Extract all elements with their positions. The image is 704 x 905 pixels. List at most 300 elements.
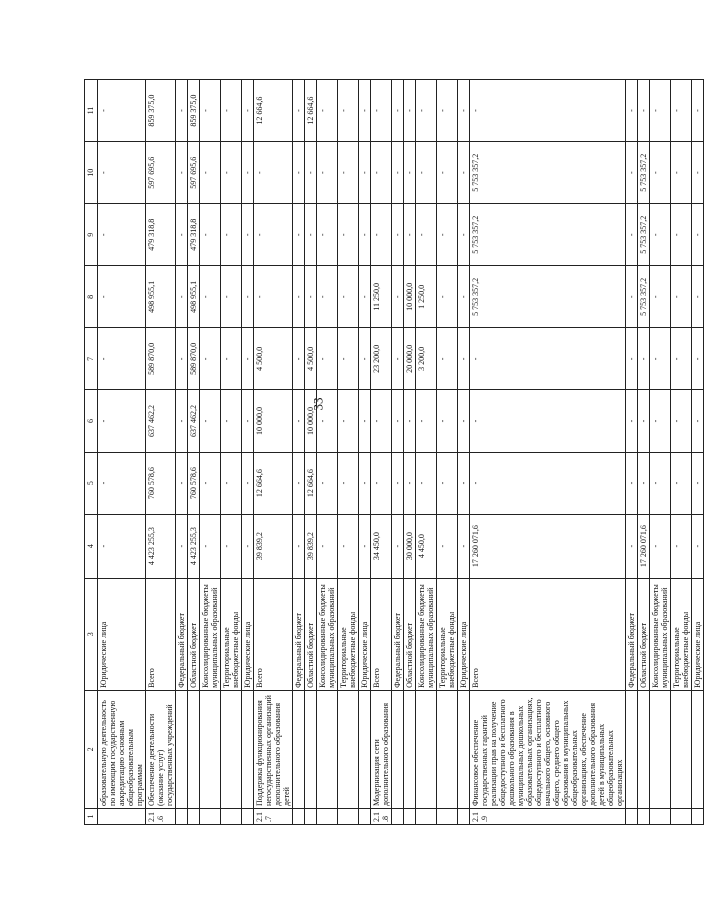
value-cell: - xyxy=(392,142,404,204)
value-cell: 589 870,0 xyxy=(188,328,200,390)
value-cell: - xyxy=(176,452,188,514)
funding-source-cell: Консолидированные бюджеты муниципальных образований xyxy=(416,578,437,690)
funding-source-cell: Федеральный бюджет xyxy=(293,578,305,690)
value-cell: 637 462,2 xyxy=(146,390,176,452)
value-cell: 5 753 357,2 xyxy=(638,142,650,204)
value-cell: - xyxy=(692,80,704,142)
table-row xyxy=(371,80,392,825)
rotated-table-wrapper xyxy=(84,79,702,825)
funding-source-cell: Юридические лица xyxy=(242,578,254,690)
value-cell: 4 423 255,3 xyxy=(188,514,200,578)
value-cell: 760 578,6 xyxy=(146,452,176,514)
value-cell: - xyxy=(254,204,293,266)
funding-source-cell: Юридические лица xyxy=(359,578,371,690)
column-header-1: 1 xyxy=(85,808,98,824)
table-row xyxy=(176,80,188,825)
value-cell: 4 500,0 xyxy=(305,328,317,390)
row-code-cell xyxy=(98,808,146,824)
value-cell: - xyxy=(200,328,221,390)
value-cell: - xyxy=(626,452,638,514)
value-cell: - xyxy=(242,514,254,578)
value-cell: - xyxy=(392,80,404,142)
row-name-cell xyxy=(650,690,671,808)
value-cell: - xyxy=(671,452,692,514)
value-cell: - xyxy=(392,390,404,452)
value-cell: - xyxy=(359,514,371,578)
value-cell: 10 000,0 xyxy=(254,390,293,452)
value-cell: - xyxy=(392,266,404,328)
value-cell: 1 250,0 xyxy=(416,266,437,328)
value-cell: - xyxy=(242,204,254,266)
row-name-cell xyxy=(359,690,371,808)
row-code-cell xyxy=(650,808,671,824)
value-cell: - xyxy=(200,514,221,578)
value-cell: - xyxy=(404,390,416,452)
value-cell: 5 753 357,2 xyxy=(638,266,650,328)
value-cell: - xyxy=(458,390,470,452)
row-code-cell: 2.1.6 xyxy=(146,808,176,824)
row-code-cell xyxy=(359,808,371,824)
value-cell: - xyxy=(242,390,254,452)
value-cell: 10 000,0 xyxy=(404,266,416,328)
value-cell: - xyxy=(293,266,305,328)
row-name-cell xyxy=(317,690,338,808)
row-code-cell xyxy=(458,808,470,824)
value-cell: - xyxy=(650,142,671,204)
value-cell: - xyxy=(200,390,221,452)
value-cell: - xyxy=(692,266,704,328)
value-cell: - xyxy=(359,266,371,328)
value-cell: - xyxy=(437,514,458,578)
row-code-cell xyxy=(404,808,416,824)
row-code-cell xyxy=(317,808,338,824)
table-row xyxy=(188,80,200,825)
value-cell: - xyxy=(404,452,416,514)
value-cell: - xyxy=(293,514,305,578)
funding-source-cell: Юридические лица xyxy=(692,578,704,690)
value-cell: - xyxy=(242,142,254,204)
row-name-cell xyxy=(200,690,221,808)
funding-source-cell: Федеральный бюджет xyxy=(176,578,188,690)
value-cell: - xyxy=(176,390,188,452)
value-cell: - xyxy=(98,266,146,328)
row-code-cell xyxy=(626,808,638,824)
value-cell: - xyxy=(200,452,221,514)
value-cell: - xyxy=(692,514,704,578)
value-cell: - xyxy=(650,204,671,266)
funding-source-cell: Федеральный бюджет xyxy=(626,578,638,690)
table-row xyxy=(200,80,221,825)
row-name-cell: Модернизация сети дополнительного образования xyxy=(371,690,392,808)
funding-source-cell: Всего xyxy=(254,578,293,690)
budget-table xyxy=(84,79,704,825)
value-cell: - xyxy=(371,204,392,266)
value-cell: - xyxy=(638,390,650,452)
value-cell: 34 450,0 xyxy=(371,514,392,578)
table-row xyxy=(338,80,359,825)
value-cell: - xyxy=(293,452,305,514)
value-cell: - xyxy=(305,142,317,204)
value-cell: - xyxy=(626,204,638,266)
value-cell: - xyxy=(221,390,242,452)
value-cell: 498 955,1 xyxy=(146,266,176,328)
value-cell: - xyxy=(338,452,359,514)
funding-source-cell: Территориальные внебюджетные фонды xyxy=(437,578,458,690)
value-cell: - xyxy=(176,80,188,142)
value-cell: - xyxy=(176,514,188,578)
value-cell: - xyxy=(626,266,638,328)
value-cell: 479 318,8 xyxy=(146,204,176,266)
value-cell: - xyxy=(458,204,470,266)
value-cell: - xyxy=(359,452,371,514)
row-code-cell xyxy=(221,808,242,824)
value-cell: 859 375,0 xyxy=(188,80,200,142)
value-cell: - xyxy=(626,328,638,390)
value-cell: - xyxy=(254,266,293,328)
value-cell: - xyxy=(242,266,254,328)
row-name-cell xyxy=(176,690,188,808)
value-cell: - xyxy=(338,390,359,452)
value-cell: 17 260 071,6 xyxy=(638,514,650,578)
value-cell: - xyxy=(650,328,671,390)
value-cell: - xyxy=(98,142,146,204)
column-header-10: 10 xyxy=(85,142,98,204)
value-cell: - xyxy=(650,266,671,328)
value-cell: - xyxy=(638,80,650,142)
value-cell: 3 200,0 xyxy=(416,328,437,390)
value-cell: - xyxy=(317,328,338,390)
funding-source-cell: Территориальные внебюджетные фонды xyxy=(221,578,242,690)
value-cell: - xyxy=(437,204,458,266)
table-row xyxy=(317,80,338,825)
funding-source-cell: Территориальные внебюджетные фонды xyxy=(338,578,359,690)
value-cell: - xyxy=(458,328,470,390)
value-cell: - xyxy=(98,390,146,452)
row-name-cell xyxy=(404,690,416,808)
value-cell: - xyxy=(98,452,146,514)
value-cell: - xyxy=(293,390,305,452)
table-row xyxy=(254,80,293,825)
row-name-cell xyxy=(305,690,317,808)
value-cell: - xyxy=(458,514,470,578)
value-cell: - xyxy=(305,204,317,266)
funding-source-cell: Территориальные внебюджетные фонды xyxy=(671,578,692,690)
funding-source-cell: Всего xyxy=(470,578,626,690)
value-cell: - xyxy=(305,266,317,328)
value-cell: - xyxy=(317,514,338,578)
value-cell: - xyxy=(692,452,704,514)
row-name-cell: Поддержка функционирования негосударственных организаций дополнительного образования детей xyxy=(254,690,293,808)
table-row xyxy=(305,80,317,825)
value-cell: - xyxy=(626,142,638,204)
value-cell: - xyxy=(98,328,146,390)
row-name-cell xyxy=(437,690,458,808)
value-cell: 4 423 255,3 xyxy=(146,514,176,578)
value-cell: - xyxy=(293,328,305,390)
value-cell: - xyxy=(254,142,293,204)
value-cell: - xyxy=(392,514,404,578)
table-row xyxy=(692,80,704,825)
value-cell: 10 000,0 xyxy=(305,390,317,452)
row-code-cell xyxy=(392,808,404,824)
table-row xyxy=(650,80,671,825)
value-cell: - xyxy=(176,142,188,204)
value-cell: - xyxy=(338,266,359,328)
table-row xyxy=(470,80,626,825)
funding-source-cell: Областной бюджет xyxy=(188,578,200,690)
row-name-cell xyxy=(692,690,704,808)
value-cell: - xyxy=(293,80,305,142)
value-cell: - xyxy=(671,514,692,578)
row-code-cell xyxy=(293,808,305,824)
value-cell: - xyxy=(392,452,404,514)
value-cell: - xyxy=(671,142,692,204)
value-cell: - xyxy=(650,452,671,514)
value-cell: - xyxy=(98,204,146,266)
value-cell: 39 839,2 xyxy=(254,514,293,578)
value-cell: 17 260 071,6 xyxy=(470,514,626,578)
row-code-cell: 2.1.7 xyxy=(254,808,293,824)
value-cell: - xyxy=(650,80,671,142)
value-cell: - xyxy=(317,266,338,328)
value-cell: 859 375,0 xyxy=(146,80,176,142)
value-cell: 498 955,1 xyxy=(188,266,200,328)
value-cell: - xyxy=(650,514,671,578)
row-name-cell: Финансовое обеспечение государственных гарантий реализации прав на получение общедоступного и бесплатного дошкольного образования в муниципальных дошкольных образовательных организациях, общедоступного и бесплатного начального общего, основного общего, среднего общего образования в муниципальных общеобразовательных организациях, обеспечение дополнительного образования детей в муниципальных общеобразовательных организациях xyxy=(470,690,626,808)
value-cell: - xyxy=(416,142,437,204)
value-cell: 12 664,6 xyxy=(254,80,293,142)
value-cell: 5 753 357,2 xyxy=(470,142,626,204)
value-cell: - xyxy=(338,204,359,266)
value-cell: - xyxy=(317,142,338,204)
value-cell: 597 695,6 xyxy=(188,142,200,204)
value-cell: 4 450,0 xyxy=(416,514,437,578)
row-name-cell xyxy=(221,690,242,808)
value-cell: - xyxy=(98,80,146,142)
value-cell: - xyxy=(371,452,392,514)
row-code-cell xyxy=(692,808,704,824)
value-cell: - xyxy=(221,514,242,578)
value-cell: 39 839,2 xyxy=(305,514,317,578)
value-cell: - xyxy=(359,328,371,390)
value-cell: 5 753 357,2 xyxy=(470,204,626,266)
funding-source-cell: Федеральный бюджет xyxy=(392,578,404,690)
value-cell: - xyxy=(221,266,242,328)
value-cell: - xyxy=(371,390,392,452)
row-name-cell xyxy=(638,690,650,808)
table-row xyxy=(626,80,638,825)
table-row xyxy=(416,80,437,825)
row-name-cell xyxy=(671,690,692,808)
value-cell: - xyxy=(242,452,254,514)
table-row xyxy=(638,80,650,825)
value-cell: - xyxy=(359,390,371,452)
funding-source-cell: Областной бюджет xyxy=(305,578,317,690)
table-row xyxy=(392,80,404,825)
table-row xyxy=(98,80,146,825)
value-cell: - xyxy=(458,452,470,514)
value-cell: - xyxy=(371,80,392,142)
value-cell: - xyxy=(293,204,305,266)
row-name-cell xyxy=(458,690,470,808)
value-cell: - xyxy=(671,390,692,452)
value-cell: - xyxy=(692,204,704,266)
value-cell: - xyxy=(221,204,242,266)
row-name-cell xyxy=(392,690,404,808)
value-cell: 5 753 357,2 xyxy=(638,204,650,266)
value-cell: - xyxy=(437,266,458,328)
value-cell: 479 318,8 xyxy=(188,204,200,266)
value-cell: 760 578,6 xyxy=(188,452,200,514)
column-header-5: 5 xyxy=(85,452,98,514)
value-cell: - xyxy=(221,80,242,142)
value-cell: - xyxy=(317,452,338,514)
value-cell: - xyxy=(470,452,626,514)
row-code-cell xyxy=(176,808,188,824)
value-cell: - xyxy=(338,514,359,578)
value-cell: - xyxy=(221,452,242,514)
column-header-8: 8 xyxy=(85,266,98,328)
value-cell: - xyxy=(671,204,692,266)
value-cell: - xyxy=(317,80,338,142)
row-name-cell xyxy=(293,690,305,808)
value-cell: - xyxy=(626,390,638,452)
row-code-cell: 2.1.9 xyxy=(470,808,626,824)
value-cell: - xyxy=(200,80,221,142)
value-cell: - xyxy=(200,142,221,204)
value-cell: - xyxy=(392,328,404,390)
value-cell: - xyxy=(458,266,470,328)
value-cell: 12 664,6 xyxy=(305,452,317,514)
value-cell: - xyxy=(338,328,359,390)
funding-source-cell: Всего xyxy=(371,578,392,690)
row-name-cell xyxy=(416,690,437,808)
funding-source-cell: Юридические лица xyxy=(458,578,470,690)
value-cell: - xyxy=(671,80,692,142)
row-code-cell xyxy=(638,808,650,824)
value-cell: - xyxy=(371,142,392,204)
row-code-cell xyxy=(200,808,221,824)
value-cell: - xyxy=(98,514,146,578)
funding-source-cell: Консолидированные бюджеты муниципальных образований xyxy=(317,578,338,690)
row-code-cell xyxy=(338,808,359,824)
row-name-cell: Обеспечение деятельности (оказание услуг) государственных учреждений xyxy=(146,690,176,808)
row-code-cell: 2.1.8 xyxy=(371,808,392,824)
column-header-6: 6 xyxy=(85,390,98,452)
value-cell: - xyxy=(416,204,437,266)
value-cell: - xyxy=(416,80,437,142)
value-cell: - xyxy=(359,204,371,266)
value-cell: - xyxy=(338,80,359,142)
value-cell: - xyxy=(671,266,692,328)
value-cell: - xyxy=(437,390,458,452)
row-code-cell xyxy=(242,808,254,824)
value-cell: - xyxy=(404,204,416,266)
value-cell: - xyxy=(416,390,437,452)
value-cell: 11 250,0 xyxy=(371,266,392,328)
value-cell: - xyxy=(359,142,371,204)
value-cell: - xyxy=(437,80,458,142)
funding-source-cell: Областной бюджет xyxy=(404,578,416,690)
table-row xyxy=(437,80,458,825)
value-cell: 12 664,6 xyxy=(254,452,293,514)
value-cell: - xyxy=(242,328,254,390)
value-cell: - xyxy=(638,328,650,390)
value-cell: - xyxy=(416,452,437,514)
value-cell: 597 695,6 xyxy=(146,142,176,204)
value-cell: - xyxy=(692,142,704,204)
value-cell: - xyxy=(437,142,458,204)
value-cell: - xyxy=(650,390,671,452)
value-cell: - xyxy=(176,328,188,390)
value-cell: - xyxy=(626,514,638,578)
value-cell: - xyxy=(317,204,338,266)
column-header-2: 2 xyxy=(85,690,98,808)
value-cell: 23 200,0 xyxy=(371,328,392,390)
value-cell: - xyxy=(242,80,254,142)
value-cell: 5 753 357,2 xyxy=(470,266,626,328)
table-row xyxy=(293,80,305,825)
value-cell: - xyxy=(221,142,242,204)
value-cell: 637 462,2 xyxy=(188,390,200,452)
column-header-4: 4 xyxy=(85,514,98,578)
value-cell: 20 000,0 xyxy=(404,328,416,390)
row-name-cell xyxy=(338,690,359,808)
value-cell: - xyxy=(293,142,305,204)
column-header-9: 9 xyxy=(85,204,98,266)
table-row xyxy=(404,80,416,825)
value-cell: - xyxy=(176,204,188,266)
table-row xyxy=(359,80,371,825)
value-cell: - xyxy=(317,390,338,452)
value-cell: - xyxy=(200,266,221,328)
value-cell: - xyxy=(692,328,704,390)
row-code-cell xyxy=(671,808,692,824)
value-cell: 589 870,0 xyxy=(146,328,176,390)
value-cell: - xyxy=(458,80,470,142)
value-cell: - xyxy=(470,328,626,390)
value-cell: - xyxy=(458,142,470,204)
table-row xyxy=(146,80,176,825)
value-cell: - xyxy=(671,328,692,390)
column-header-3: 3 xyxy=(85,578,98,690)
value-cell: 30 000,0 xyxy=(404,514,416,578)
value-cell: - xyxy=(338,142,359,204)
row-name-cell xyxy=(242,690,254,808)
row-name-cell xyxy=(188,690,200,808)
value-cell: - xyxy=(392,204,404,266)
funding-source-cell: Всего xyxy=(146,578,176,690)
table-body xyxy=(98,80,704,825)
value-cell: - xyxy=(470,390,626,452)
table-row xyxy=(242,80,254,825)
page-number: 33 xyxy=(310,397,326,411)
row-name-cell xyxy=(626,690,638,808)
funding-source-cell: Областной бюджет xyxy=(638,578,650,690)
value-cell: - xyxy=(221,328,242,390)
value-cell: - xyxy=(404,142,416,204)
value-cell: - xyxy=(626,80,638,142)
value-cell: - xyxy=(638,452,650,514)
value-cell: 12 664,6 xyxy=(305,80,317,142)
table-row xyxy=(221,80,242,825)
value-cell: - xyxy=(470,80,626,142)
value-cell: - xyxy=(200,204,221,266)
value-cell: 4 500,0 xyxy=(254,328,293,390)
value-cell: - xyxy=(176,266,188,328)
funding-source-cell: Консолидированные бюджеты муниципальных образований xyxy=(650,578,671,690)
value-cell: - xyxy=(404,80,416,142)
